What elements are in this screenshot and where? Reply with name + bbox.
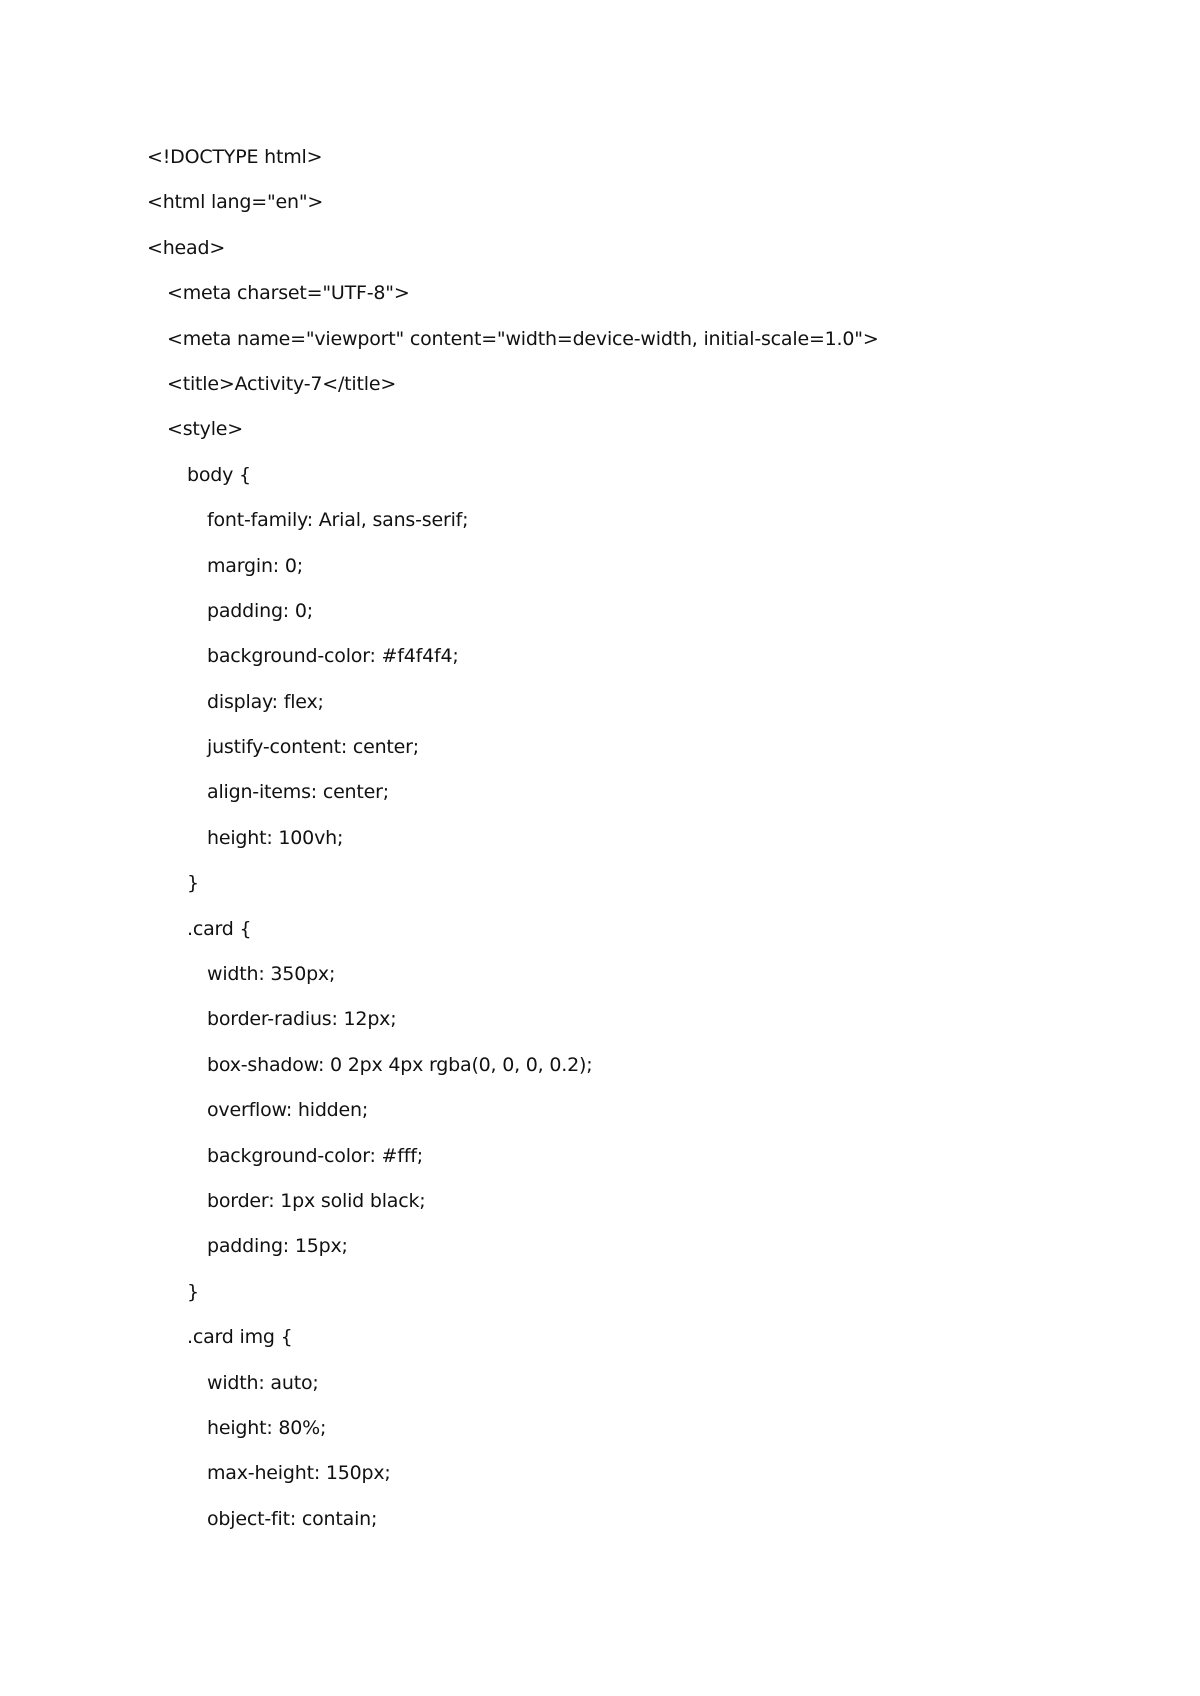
code-line: <title>Activity-7</title> bbox=[167, 372, 397, 395]
code-line: <meta charset="UTF-8"> bbox=[167, 282, 410, 305]
code-line: border: 1px solid black; bbox=[207, 1189, 426, 1212]
code-line: <meta name="viewport" content="width=device-width, initial-scale=1.0"> bbox=[167, 327, 879, 350]
code-line: <!DOCTYPE html> bbox=[147, 146, 323, 168]
code-line: margin: 0; bbox=[207, 554, 303, 577]
code-line: padding: 15px; bbox=[207, 1235, 348, 1258]
code-line: height: 80%; bbox=[207, 1416, 327, 1439]
code-line: justify-content: center; bbox=[207, 736, 419, 759]
code-line: align-items: center; bbox=[207, 781, 389, 804]
code-line: overflow: hidden; bbox=[207, 1099, 369, 1122]
code-line: .card { bbox=[187, 917, 252, 940]
code-line: max-height: 150px; bbox=[207, 1462, 391, 1485]
code-line: display: flex; bbox=[207, 690, 324, 713]
code-line: .card img { bbox=[187, 1326, 293, 1349]
code-line: <html lang="en"> bbox=[147, 191, 324, 214]
code-line: object-fit: contain; bbox=[207, 1507, 378, 1530]
code-listing bbox=[147, 141, 879, 1548]
code-line: height: 100vh; bbox=[207, 826, 344, 849]
code-line: <head> bbox=[147, 236, 226, 259]
code-line: <style> bbox=[167, 418, 244, 441]
code-line: } bbox=[187, 872, 199, 895]
code-line: background-color: #fff; bbox=[207, 1144, 423, 1167]
code-line: } bbox=[187, 1280, 199, 1303]
code-line: font-family: Arial, sans-serif; bbox=[207, 509, 469, 532]
code-line: box-shadow: 0 2px 4px rgba(0, 0, 0, 0.2); bbox=[207, 1053, 593, 1076]
code-line: body { bbox=[187, 463, 251, 486]
code-line: width: 350px; bbox=[207, 963, 336, 986]
code-line: background-color: #f4f4f4; bbox=[207, 645, 459, 668]
code-line: width: auto; bbox=[207, 1371, 319, 1394]
code-line: padding: 0; bbox=[207, 599, 313, 622]
code-line: border-radius: 12px; bbox=[207, 1008, 397, 1031]
